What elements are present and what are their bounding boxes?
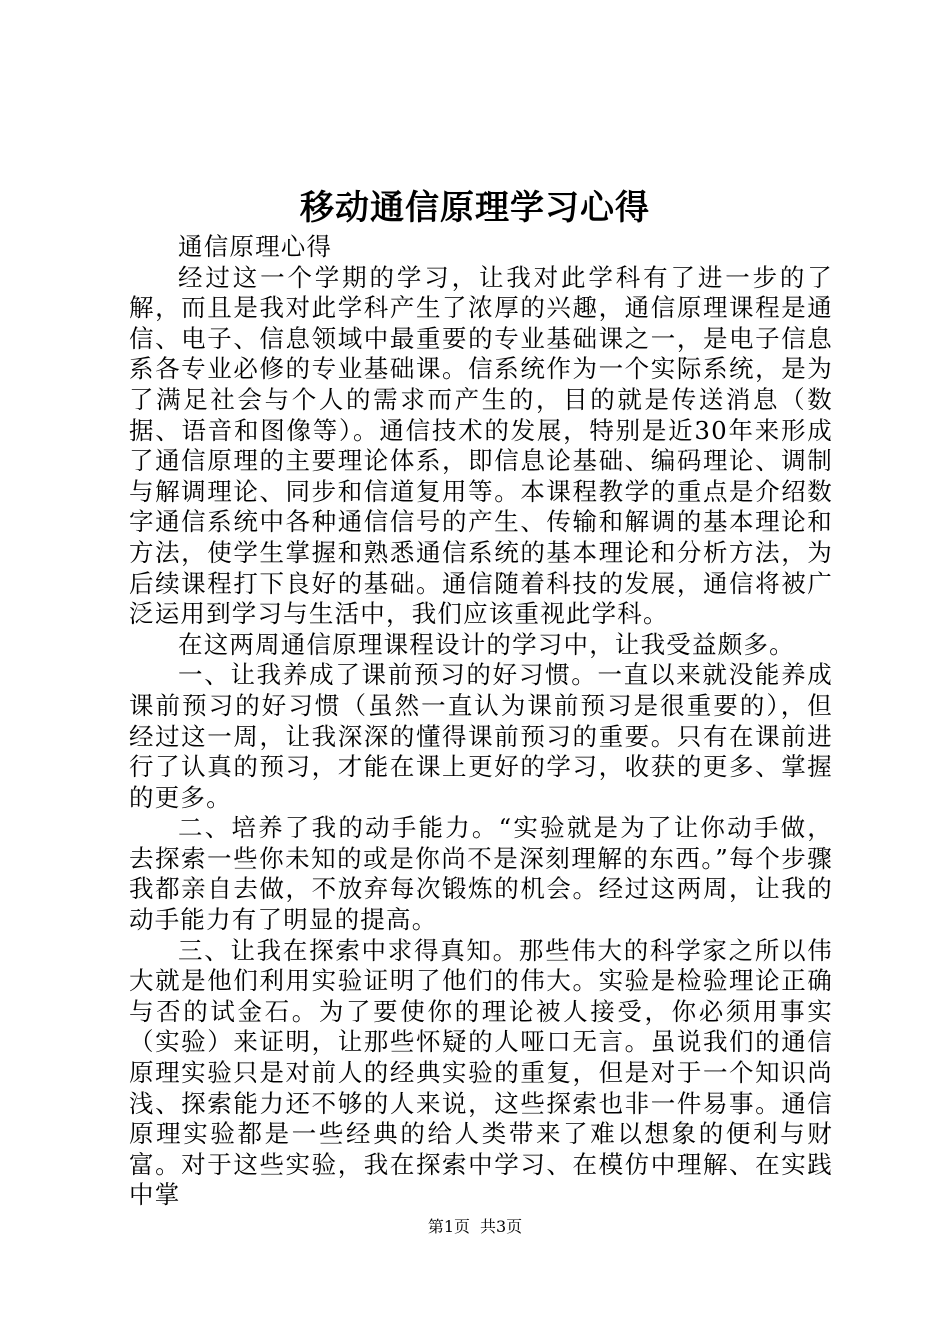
body-paragraph: 三、让我在探索中求得真知。那些伟大的科学家之所以伟大就是他们利用实验证明了他们的伟大。实验是检验理论正确与否的试金石。为了要使你的理论被人接受，你必须用事实（实验）来证明，让那些怀疑的人哑口无言。虽说我们的通信原理实验只是对前人的经典实验的重复，但是对于一个知识尚浅、探索能力还不够的人来说，这些探索也非一件易事。通信原理实验都是一些经典的给人类带来了难以想象的便利与财富。对于这些实验，我在探索中学习、在模仿中理解、在实践中掌 <box>129 935 833 1210</box>
body-paragraph: 在这两周通信原理课程设计的学习中，让我受益颇多。 <box>178 629 795 659</box>
document-body <box>129 232 833 1211</box>
body-paragraph: 通信原理心得 <box>178 232 333 261</box>
body-paragraph: 经过这一个学期的学习，让我对此学科有了进一步的了解，而且是我对此学科产生了浓厚的兴趣，通信原理课程是通信、电子、信息领域中最重要的专业基础课之一，是电子信息系各专业必修的专业基础课。信系统作为一个实际系统，是为了满足社会与个人的需求而产生的，目的就是传送消息（数据、语音和图像等）。通信技术的发展，特别是近30年来形成了通信原理的主要理论体系，即信息论基础、编码理论、调制与解调理论、同步和信道复用等。本课程教学的重点是介绍数字通信系统中各种通信信号的产生、传输和解调的基本理论和方法，使学生掌握和熟悉通信系统的基本理论和分析方法，为后续课程打下良好的基础。通信随着科技的发展，通信将被广泛运用到学习与生活中，我们应该重视此学科。 <box>129 262 833 629</box>
body-paragraph: 一、让我养成了课前预习的好习惯。一直以来就没能养成课前预习的好习惯（虽然一直认为课前预习是很重要的），但经过这一周，让我深深的懂得课前预习的重要。只有在课前进行了认真的预习，才能在课上更好的学习，收获的更多、掌握的更多。 <box>129 660 833 812</box>
document-title: 移动通信原理学习心得 <box>300 188 650 228</box>
body-paragraph: 二、培养了我的动手能力。“实验就是为了让你动手做，去探索一些你未知的或是你尚不是深刻理解的东西。”每个步骤我都亲自去做，不放弃每次锻炼的机会。经过这两周，让我的动手能力有了明显的提高。 <box>129 813 833 935</box>
page-total: 共3页 <box>480 1217 523 1236</box>
page-footer <box>0 1216 950 1238</box>
page-number: 第1页 <box>427 1217 470 1236</box>
